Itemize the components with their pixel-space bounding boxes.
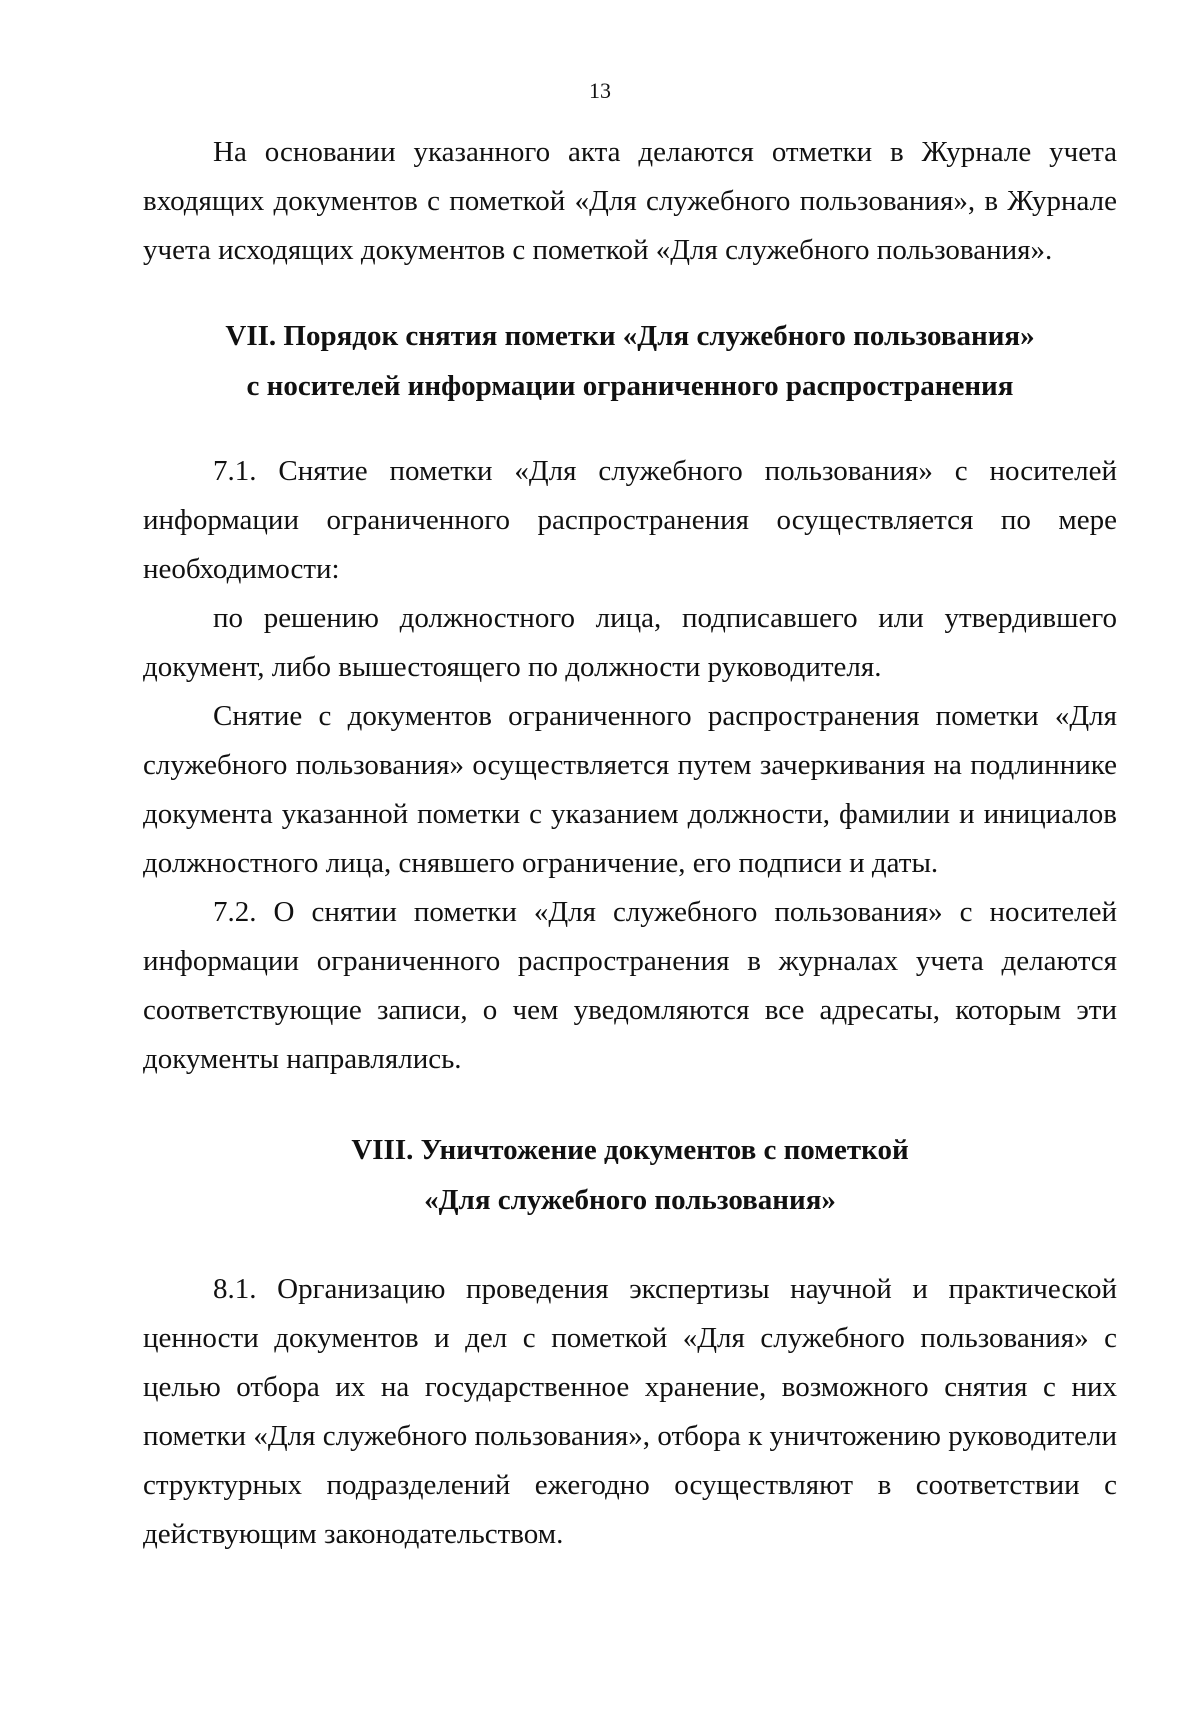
paragraph-intro: На основании указанного акта делаются отметки в Журнале учета входящих документов с пометкой «Для служебного пользования», в Журнале учета исходящих документов с пометкой «Для служебного пользования».	[143, 136, 1117, 266]
section-7-heading-line-2: с носителей информации ограниченного распространения	[246, 370, 1014, 402]
section-7-heading-line-1: VII. Порядок снятия пометки «Для служебного пользования»	[225, 320, 1035, 352]
section-8-heading-line-2: «Для служебного пользования»	[424, 1184, 836, 1216]
paragraph-7-1-decision: по решению должностного лица, подписавшего или утвердившего документ, либо вышестоящего по должности руководителя.	[143, 602, 1117, 683]
paragraph-7-1-removal: Снятие с документов ограниченного распространения пометки «Для служебного пользования» осуществляется путем зачеркивания на подлиннике документа указанной пометки с указанием должности, фамилии и инициалов должностного лица, снявшего ограничение, его подписи и даты.	[143, 700, 1117, 879]
section-7-heading	[143, 311, 1117, 411]
paragraph-7-1: 7.1. Снятие пометки «Для служебного пользования» с носителей информации ограниченного распространения осуществляется по мере необходимости:	[143, 455, 1117, 585]
paragraph-8-1: 8.1. Организацию проведения экспертизы научной и практической ценности документов и дел с пометкой «Для служебного пользования» с целью отбора их на государственное хранение, возможного снятия с них пометки «Для служебного пользования», отбора к уничтожению руководители структурных подразделений ежегодно осуществляют в соответствии с действующим законодательством.	[143, 1273, 1117, 1550]
document-body	[143, 128, 1117, 1559]
paragraph-7-2: 7.2. О снятии пометки «Для служебного пользования» с носителей информации ограниченного распространения в журналах учета делаются соответствующие записи, о чем уведомляются все адресаты, которым эти документы направлялись.	[143, 896, 1117, 1075]
section-8-heading	[143, 1125, 1117, 1225]
section-8-heading-line-1: VIII. Уничтожение документов с пометкой	[351, 1134, 909, 1166]
page-number: 13	[589, 78, 611, 103]
